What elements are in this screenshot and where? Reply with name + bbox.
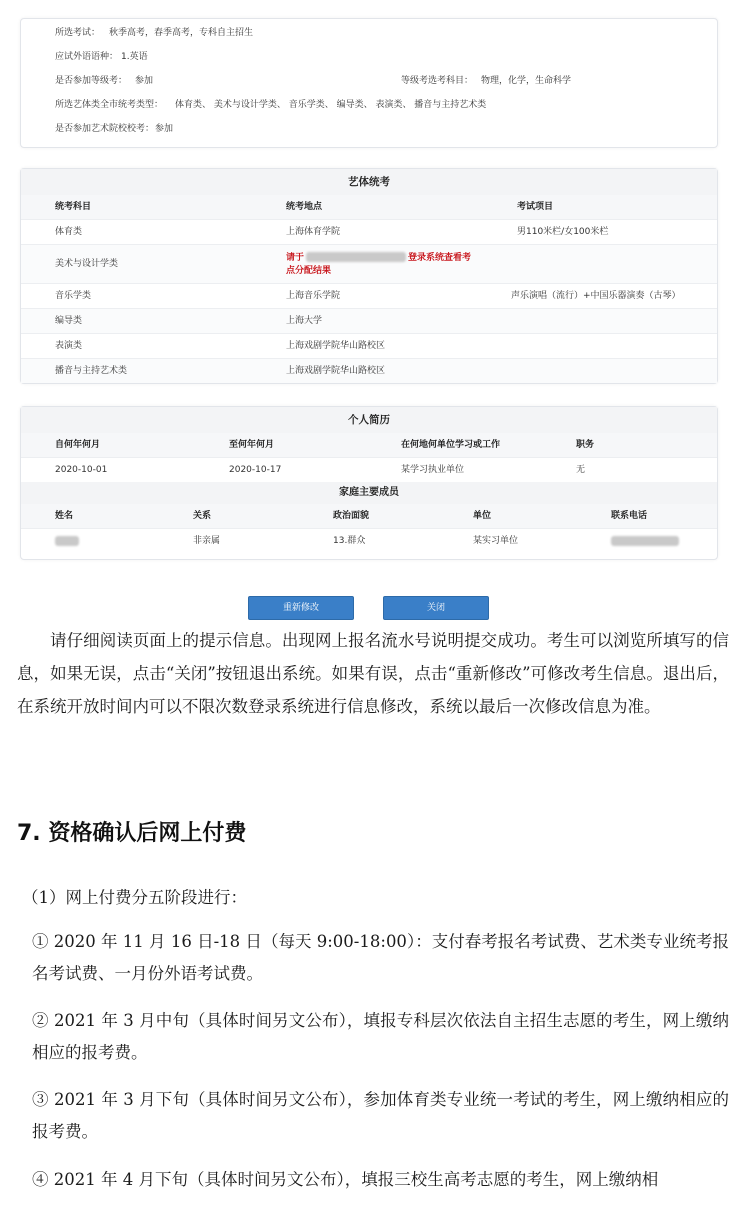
section-heading: 7. 资格确认后网上付费 <box>17 821 247 846</box>
art-exam-header-row <box>21 195 717 219</box>
info-value: 秋季高考，春季高考，专科自主招生 <box>109 28 254 38</box>
cell-to: 2020-10-17 <box>229 465 282 475</box>
redacted-name <box>55 536 79 546</box>
resume-title: 个人简历 <box>21 407 717 433</box>
redacted-phone <box>611 536 679 546</box>
cell-subject: 编导类 <box>55 316 83 326</box>
info-row-art-types <box>21 93 717 117</box>
table-row <box>21 308 717 333</box>
cell-location: 上海体育学院 <box>286 227 341 237</box>
payment-item-3: ③ 2021 年 3 月下旬（具体时间另文公布），参加体育类专业统一考试的考生，网上缴纳相应的报考费。 <box>32 1090 729 1141</box>
table-row <box>21 283 717 308</box>
info-label: 所选艺体类全市统考类型： <box>55 100 164 110</box>
art-exam-title: 艺体统考 <box>21 169 717 195</box>
info-label: 等级考选考科目： <box>401 76 474 86</box>
cell-location: 上海大学 <box>286 316 323 326</box>
table-row <box>21 528 717 553</box>
family-header-row <box>21 504 717 528</box>
col-header: 关系 <box>193 511 212 521</box>
payment-item-4: ④ 2021 年 4 月下旬（具体时间另文公布），填报三校生高考志愿的考生，网上缴纳相 <box>32 1170 659 1189</box>
close-button[interactable]: 关闭 <box>383 596 489 620</box>
table-row <box>21 244 717 283</box>
cell-item: 男110米栏/女100米栏 <box>517 227 609 237</box>
table-row <box>21 358 717 383</box>
table-row <box>21 457 717 482</box>
resume-header-row <box>21 433 717 457</box>
cell-position: 无 <box>576 465 586 475</box>
cell-location: 上海戏剧学院华山路校区 <box>286 341 386 351</box>
cell-politics: 13.群众 <box>333 536 366 546</box>
cell-place: 某学习执业单位 <box>401 465 465 475</box>
payment-intro: （1）网上付费分五阶段进行： <box>22 888 247 907</box>
cell-location: 上海戏剧学院华山路校区 <box>286 366 386 376</box>
info-row-language <box>21 45 717 69</box>
info-value: 1.英语 <box>121 52 148 62</box>
col-header: 政治面貌 <box>333 511 370 521</box>
info-row-level-exam <box>21 69 717 93</box>
notice-suffix: 登录系统查看考 <box>408 253 472 263</box>
payment-item-2: ② 2021 年 3 月中旬（具体时间另文公布），填报专科层次依法自主招生志愿的考生，网上缴纳相应的报考费。 <box>32 1011 729 1062</box>
col-header: 至何年何月 <box>229 440 275 450</box>
modify-button[interactable]: 重新修改 <box>248 596 354 620</box>
cell-unit: 某实习单位 <box>473 536 519 546</box>
info-label: 所选考试： <box>55 28 101 38</box>
redacted-date <box>306 252 406 262</box>
col-header: 姓名 <box>55 511 74 521</box>
cell-subject: 音乐学类 <box>55 291 92 301</box>
col-header: 统考地点 <box>286 202 323 212</box>
col-header: 考试项目 <box>517 202 554 212</box>
notice-line2: 点分配结果 <box>286 266 332 276</box>
cell-subject: 表演类 <box>55 341 83 351</box>
info-value: 参加 <box>135 76 154 86</box>
col-header: 单位 <box>473 511 492 521</box>
col-header: 联系电话 <box>611 511 648 521</box>
info-value: 参加 <box>155 124 174 134</box>
payment-item-1: ① 2020 年 11 月 16 日-18 日（每天 9:00-18:00）：支付春考报名考试费、艺术类专业统考报名考试费、一月份外语考试费。 <box>32 932 729 983</box>
cell-location: 上海音乐学院 <box>286 291 341 301</box>
cell-subject: 美术与设计学类 <box>55 259 119 269</box>
col-header: 职务 <box>576 440 595 450</box>
registration-info-panel <box>20 18 718 148</box>
art-exam-panel <box>20 168 718 384</box>
cell-from: 2020-10-01 <box>55 465 108 475</box>
info-label: 是否参加艺术院校校考： <box>55 124 155 134</box>
col-header: 在何地何单位学习或工作 <box>401 440 501 450</box>
col-header: 统考科目 <box>55 202 92 212</box>
info-row-art-school <box>21 117 717 141</box>
info-label: 是否参加等级考： <box>55 76 128 86</box>
info-value: 体育类、 美术与设计学类、 音乐学类、 编导类、 表演类、 播音与主持艺术类 <box>175 100 487 110</box>
family-title: 家庭主要成员 <box>21 482 717 504</box>
col-header: 自何年何月 <box>55 440 101 450</box>
table-row <box>21 219 717 244</box>
notice-prefix: 请于 <box>286 253 305 263</box>
cell-subject: 播音与主持艺术类 <box>55 366 128 376</box>
info-label: 应试外语语种： <box>55 52 119 62</box>
instruction-paragraph: 请仔细阅读页面上的提示信息。出现网上报名流水号说明提交成功。考生可以浏览所填写的信息，如果无误，点击“关闭”按钮退出系统。如果有误，点击“重新修改”可修改考生信息。退出后，在系统开放时间内可以不限次数登录系统进行信息修改，系统以最后一次修改信息为准。 <box>17 631 729 716</box>
resume-panel <box>20 406 718 560</box>
cell-item: 声乐演唱（流行）+中国乐器演奏（古琴） <box>511 291 681 301</box>
cell-subject: 体育类 <box>55 227 83 237</box>
cell-relation: 非亲属 <box>193 536 221 546</box>
info-row-exams <box>21 21 717 45</box>
info-value: 物理，化学，生命科学 <box>481 76 572 86</box>
table-row <box>21 333 717 358</box>
